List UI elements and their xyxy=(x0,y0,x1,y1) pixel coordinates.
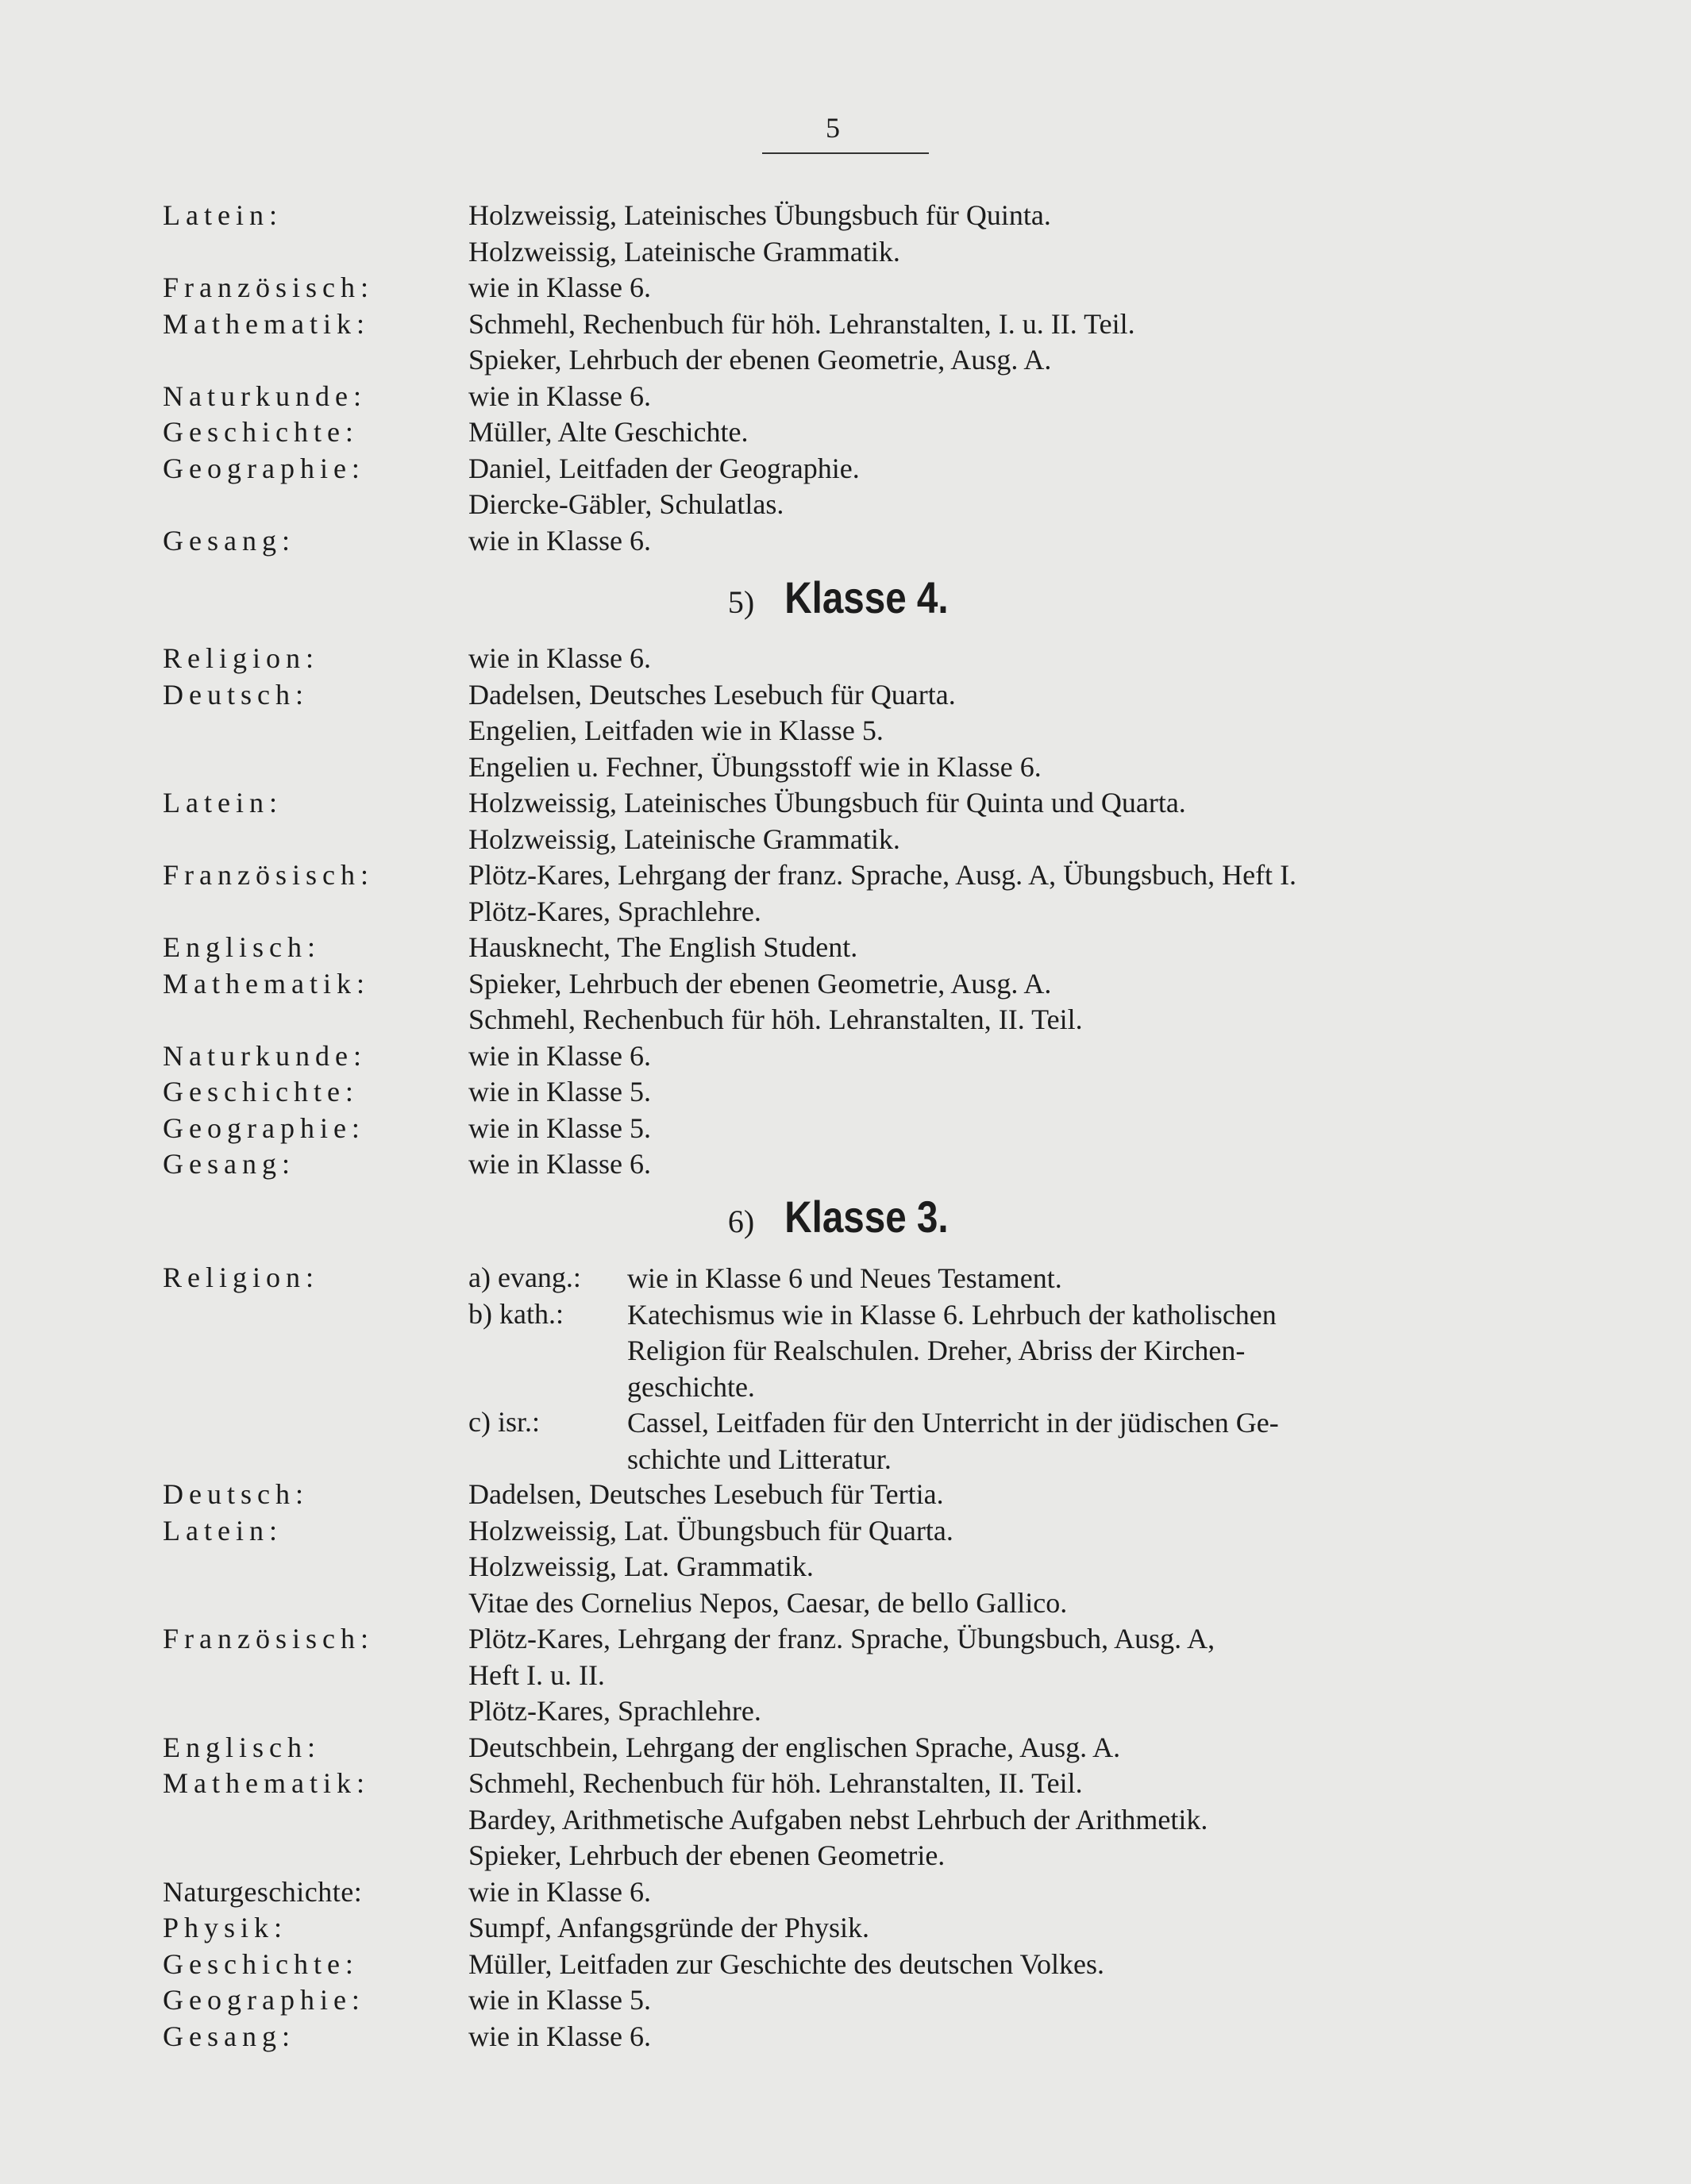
book-row xyxy=(0,1983,1691,2020)
book-entry: Bardey, Arithmetische Aufgaben nebst Lehrbuch der Arithmetik. xyxy=(468,1803,1208,1835)
subject-label: Geschichte: xyxy=(163,416,359,448)
subject-label: Geschichte: xyxy=(163,1076,359,1107)
heading-klasse-3-title: Klasse 3. xyxy=(784,1192,949,1242)
book-entry: wie in Klasse 6. xyxy=(468,1039,651,1072)
religion-denomination-label: c) isr.: xyxy=(468,1406,540,1438)
heading-klasse-4-title: Klasse 4. xyxy=(784,572,949,622)
book-entry: wie in Klasse 6. xyxy=(468,1875,651,1908)
book-row xyxy=(0,858,1691,895)
book-entry: Plötz-Kares, Lehrgang der franz. Sprache, Ausg. A, Übungsbuch, Heft I. xyxy=(468,859,1297,891)
book-row xyxy=(0,641,1691,678)
book-entry: Deutschbein, Lehrgang der englischen Sprache, Ausg. A. xyxy=(468,1731,1121,1763)
religion-denomination-label: b) kath.: xyxy=(468,1297,564,1330)
book-row xyxy=(0,822,1691,859)
book-row xyxy=(0,307,1691,344)
book-entry: wie in Klasse 6. xyxy=(468,524,651,557)
subject-label: Naturkunde: xyxy=(163,379,367,412)
book-row xyxy=(0,1147,1691,1184)
book-entry: Müller, Alte Geschichte. xyxy=(468,416,749,448)
book-entry: Heft I. u. II. xyxy=(468,1658,605,1691)
book-entry: Holzweissig, Lateinisches Übungsbuch für Quinta und Quarta. xyxy=(468,787,1186,819)
book-row xyxy=(0,1586,1691,1623)
book-row xyxy=(0,1003,1691,1039)
book-row xyxy=(0,343,1691,379)
book-row xyxy=(0,714,1691,750)
subject-label: Geschichte: xyxy=(163,1947,359,1980)
book-entry: Hausknecht, The English Student. xyxy=(468,931,858,963)
book-row xyxy=(0,967,1691,1003)
book-entry: Holzweissig, Lateinisches Übungsbuch für Quinta. xyxy=(468,199,1051,231)
book-entry: Engelien, Leitfaden wie in Klasse 5. xyxy=(468,715,884,746)
book-row xyxy=(0,1477,1691,1514)
book-row xyxy=(0,1039,1691,1076)
book-row xyxy=(0,415,1691,452)
religion-denomination-text xyxy=(627,1297,1540,1406)
book-entry: wie in Klasse 5. xyxy=(468,1111,651,1144)
book-entry: Holzweissig, Lat. Grammatik. xyxy=(468,1550,814,1582)
book-entry: Spieker, Lehrbuch der ebenen Geometrie, Ausg. A. xyxy=(468,967,1052,1000)
book-row xyxy=(0,524,1691,560)
subject-label: Gesang: xyxy=(163,524,295,557)
subject-label: Deutsch: xyxy=(163,678,309,711)
book-row xyxy=(0,271,1691,307)
religion-text-line: Cassel, Leitfaden für den Unterricht in der jüdischen Ge- xyxy=(627,1407,1279,1439)
book-entry: Müller, Leitfaden zur Geschichte des deutschen Volkes. xyxy=(468,1947,1104,1980)
subject-label: Physik: xyxy=(163,1912,288,1943)
book-entry: wie in Klasse 6. xyxy=(468,2020,651,2052)
book-entry: wie in Klasse 5. xyxy=(468,1076,651,1107)
book-entry: wie in Klasse 6. xyxy=(468,1148,651,1180)
book-entry: Holzweissig, Lateinische Grammatik. xyxy=(468,822,900,855)
subject-label: Latein: xyxy=(163,199,283,231)
book-row xyxy=(0,1911,1691,1947)
book-row xyxy=(0,786,1691,822)
subject-label: Deutsch: xyxy=(163,1478,309,1510)
book-row xyxy=(0,487,1691,524)
book-row xyxy=(0,1803,1691,1839)
book-row xyxy=(0,1658,1691,1695)
book-row xyxy=(0,1514,1691,1550)
book-entry: wie in Klasse 6. xyxy=(468,642,651,674)
subject-label: Naturgeschichte: xyxy=(163,1875,363,1908)
book-entry: Daniel, Leitfaden der Geographie. xyxy=(468,452,860,484)
heading-klasse-3-number: 6) xyxy=(727,1204,755,1239)
book-row xyxy=(0,1550,1691,1586)
book-entry: Dadelsen, Deutsches Lesebuch für Quarta. xyxy=(468,678,956,711)
book-row xyxy=(0,1731,1691,1767)
subject-label: Geographie: xyxy=(163,452,365,484)
page-number: 5 xyxy=(826,112,840,144)
book-row xyxy=(0,379,1691,416)
subject-label: Gesang: xyxy=(163,2020,295,2052)
religion-denomination-label: a) evang.: xyxy=(468,1261,581,1293)
book-entry: Spieker, Lehrbuch der ebenen Geometrie, Ausg. A. xyxy=(468,344,1052,376)
religion-denomination-text xyxy=(627,1405,1540,1477)
subject-label: Mathematik: xyxy=(163,307,370,340)
book-row xyxy=(0,895,1691,931)
book-row xyxy=(0,452,1691,488)
book-entry: wie in Klasse 6. xyxy=(468,379,651,412)
book-row xyxy=(0,1694,1691,1731)
book-row xyxy=(0,1766,1691,1803)
book-entry: Diercke-Gäbler, Schulatlas. xyxy=(468,488,784,520)
subject-label: Latein: xyxy=(163,787,283,819)
book-entry: Schmehl, Rechenbuch für höh. Lehranstalten, II. Teil. xyxy=(468,1003,1083,1035)
book-row xyxy=(0,1875,1691,1912)
book-row xyxy=(0,1839,1691,1875)
book-row xyxy=(0,1111,1691,1148)
subject-label: Naturkunde: xyxy=(163,1039,367,1072)
book-row xyxy=(0,235,1691,272)
book-entry: Engelien u. Fechner, Übungsstoff wie in Klasse 6. xyxy=(468,750,1042,783)
book-entry: Schmehl, Rechenbuch für höh. Lehranstalten, II. Teil. xyxy=(468,1767,1083,1799)
religion-text-line: geschichte. xyxy=(627,1370,755,1403)
religion-text-line: schichte und Litteratur. xyxy=(627,1443,892,1475)
subject-label: Englisch: xyxy=(163,931,321,963)
subject-label: Latein: xyxy=(163,1514,283,1547)
book-entry: Plötz-Kares, Sprachlehre. xyxy=(468,895,761,927)
book-entry: wie in Klasse 5. xyxy=(468,1984,651,2016)
section-klasse-4 xyxy=(0,641,1691,1184)
subject-label: Französisch: xyxy=(163,859,374,891)
book-row xyxy=(0,2020,1691,2056)
book-row xyxy=(0,678,1691,715)
book-row xyxy=(0,750,1691,787)
subject-label: Französisch: xyxy=(163,272,374,303)
book-row xyxy=(0,198,1691,235)
religion-text-line: Katechismus wie in Klasse 6. Lehrbuch der katholischen xyxy=(627,1298,1277,1331)
book-entry: Plötz-Kares, Sprachlehre. xyxy=(468,1695,761,1727)
book-entry: Vitae des Cornelius Nepos, Caesar, de bello Gallico. xyxy=(468,1586,1068,1619)
book-entry: Spieker, Lehrbuch der ebenen Geometrie. xyxy=(468,1839,946,1871)
book-row xyxy=(0,1947,1691,1984)
subject-label: Religion: xyxy=(163,642,319,674)
religion-text-line: wie in Klasse 6 und Neues Testament. xyxy=(627,1262,1062,1294)
religion-text-line: Religion für Realschulen. Dreher, Abriss der Kirchen- xyxy=(627,1335,1246,1366)
subject-label: Mathematik: xyxy=(163,1767,370,1799)
heading-klasse-3 xyxy=(0,1191,1691,1242)
book-row xyxy=(0,1075,1691,1111)
book-entry: Dadelsen, Deutsches Lesebuch für Tertia. xyxy=(468,1478,944,1510)
heading-klasse-4 xyxy=(0,572,1691,623)
book-entry: wie in Klasse 6. xyxy=(468,272,651,303)
subject-label: Geographie: xyxy=(163,1984,365,2016)
book-entry: Sumpf, Anfangsgründe der Physik. xyxy=(468,1912,869,1943)
book-row xyxy=(0,1622,1691,1658)
subject-label: Geographie: xyxy=(163,1111,365,1144)
religion-denomination-text xyxy=(627,1261,1540,1297)
heading-klasse-4-number: 5) xyxy=(727,584,755,620)
subject-label: Englisch: xyxy=(163,1731,321,1763)
page-number-rule xyxy=(762,152,929,154)
section-klasse-3 xyxy=(0,1477,1691,2055)
book-entry: Plötz-Kares, Lehrgang der franz. Sprache, Übungsbuch, Ausg. A, xyxy=(468,1623,1215,1654)
subject-label: Religion: xyxy=(163,1261,319,1293)
subject-label: Gesang: xyxy=(163,1148,295,1180)
book-entry: Holzweissig, Lateinische Grammatik. xyxy=(468,235,900,268)
book-entry: Holzweissig, Lat. Übungsbuch für Quarta. xyxy=(468,1514,953,1547)
book-entry: Schmehl, Rechenbuch für höh. Lehranstalten, I. u. II. Teil. xyxy=(468,307,1135,340)
subject-label: Mathematik: xyxy=(163,967,370,1000)
section-klasse-5-continued xyxy=(0,198,1691,560)
book-row xyxy=(0,930,1691,967)
subject-label: Französisch: xyxy=(163,1623,374,1654)
